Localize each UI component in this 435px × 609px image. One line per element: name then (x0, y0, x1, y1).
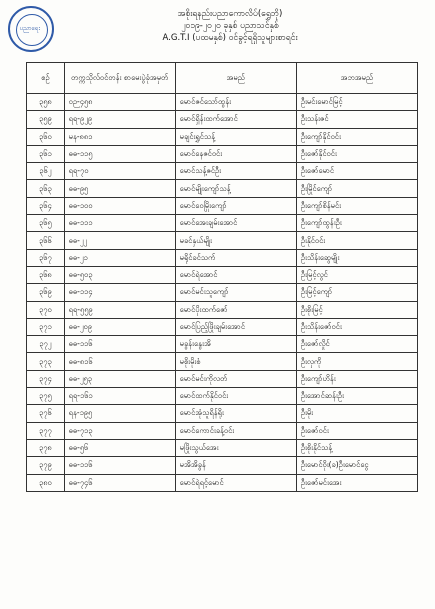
cell-name: မဖြိုးသွယ်အေး (175, 439, 296, 456)
table-row (27, 388, 418, 405)
cell-roll: ဓဓ-၁၁၆ (64, 336, 175, 353)
header-line-3: A.G.T.I (ပထမနှစ်) ဝင်ခွင့်ရရှိသူများစာရင်း (162, 33, 298, 43)
table-row (27, 128, 418, 145)
cell-name: မောင်ရဲရင့်မောင် (175, 474, 296, 491)
cell-roll: ဓဓ-၅၀၃ (64, 266, 175, 283)
cell-father: ဦးသိန်းဇော်ဝင်း (296, 318, 417, 335)
table-row (27, 232, 418, 249)
cell-no: ၃၆၄ (27, 197, 65, 214)
cell-no: ၃၆၆ (27, 232, 65, 249)
cell-no: ၃၆၉ (27, 284, 65, 301)
table-row (27, 336, 418, 353)
cell-no: ၃၇၇ (27, 422, 65, 439)
table-row (27, 215, 418, 232)
cell-father: ဦးအောင်ဆန်းဦး (296, 388, 417, 405)
header-line-2: ၂၀၁၉-၂၀၂၀ ခုနှစ် ပညာသင်နှစ် (181, 21, 279, 31)
cell-father: ဦးဇော်နိုင်ဝင်း (296, 145, 417, 162)
cell-no: ၃၆၅ (27, 215, 65, 232)
cell-name: မောင်မျိုးကျော်သန့် (175, 180, 296, 197)
cell-father: ဦးမြင့်လွင် (296, 266, 417, 283)
cell-father: ဦးဇော်လှိုင် (296, 336, 417, 353)
table-row (27, 180, 418, 197)
cell-roll: ဝဉ-၄၅၈ (64, 94, 175, 111)
cell-roll: ရရ-၁၆၁ (64, 388, 175, 405)
cell-roll: မန-၈၈၁ (64, 128, 175, 145)
table-row (27, 474, 418, 491)
cell-father: ဦးမင်းမောင်မြင့် (296, 94, 417, 111)
cell-father: ဦးကျော်ထွန်းဦး (296, 215, 417, 232)
cell-father: ဦးဇော်မောင် (296, 163, 417, 180)
cell-no: ၃၆၇ (27, 249, 65, 266)
cell-roll: ရရ-၇၀ (64, 163, 175, 180)
cell-roll: ဓဓ-၂၅၃ (64, 370, 175, 387)
cell-father: ဦးဇော်မင်းအေး (296, 474, 417, 491)
cell-father: ဦးလှကို (296, 353, 417, 370)
cell-name: မောင်ကောင်းခန့်ဝင်း (175, 422, 296, 439)
cell-father: ဦးသိန်းဆွေမျိုး (296, 249, 417, 266)
cell-father: ဦးမြိုင်ကျော် (296, 180, 417, 197)
cell-roll: ဓဓ-၁၁၁ (64, 215, 175, 232)
cell-father: ဦးနိုင်ဝင်း (296, 232, 417, 249)
cell-roll: ဓဓ-၅၆ (64, 439, 175, 456)
cell-name: မောင်ထက်နိုင်ဝင်း (175, 388, 296, 405)
cell-name: မခင်နှယ်မျိုး (175, 232, 296, 249)
cell-name: မောင်ဇင်သော်ထွန်း (175, 94, 296, 111)
table-header-row (27, 63, 418, 94)
col-header-father: အဘအမည် (296, 63, 417, 94)
cell-roll: ဓဓ-၁၁၄ (64, 284, 175, 301)
cell-name: မောင်သန့်ဇင်ဦး (175, 163, 296, 180)
cell-roll: ဓဓ-၂၀၉ (64, 318, 175, 335)
cell-no: ၃၅၈ (27, 94, 65, 111)
cell-roll: ဓဓ-၈၁၆ (64, 353, 175, 370)
cell-roll: ရရ-၉၂၉ (64, 111, 175, 128)
cell-no: ၃၆၀ (27, 128, 65, 145)
cell-name: မအိအိခွန် (175, 457, 296, 474)
cell-no: ၃၇၃ (27, 353, 65, 370)
cell-roll: ဓဓ-၇၄၆ (64, 474, 175, 491)
cell-no: ၃၇၁ (27, 318, 65, 335)
cell-father: ဦးသန်းဇင် (296, 111, 417, 128)
cell-roll: ဓဓ-၁၁၅ (64, 145, 175, 162)
cell-roll: ဓဓ-၂၁ (64, 249, 175, 266)
seal-text: ပညာရေး (20, 25, 40, 32)
cell-name: မောင်ဝေမြိုးကျော် (175, 197, 296, 214)
cell-no: ၃၇၅ (27, 388, 65, 405)
table-row (27, 318, 418, 335)
cell-no: ၃၇၂ (27, 336, 65, 353)
cell-no: ၃၆၂ (27, 163, 65, 180)
table-row (27, 284, 418, 301)
cell-no: ၃၆၃ (27, 180, 65, 197)
cell-no: ၃၇၉ (27, 457, 65, 474)
cell-father: ဦးစိုးမြင့် (296, 301, 417, 318)
cell-no: ၃၇၀ (27, 301, 65, 318)
cell-name: မောင်အုံသူရိန်ရိုး (175, 405, 296, 422)
cell-name: မရိုင်ခင်သက် (175, 249, 296, 266)
table-row (27, 301, 418, 318)
cell-father: ဦးမောင်ဝိုး(ခ)ဦးမောင်ငွေ (296, 457, 417, 474)
seal-icon (8, 6, 54, 52)
cell-name: မောင်ရှိန်းထက်အောင် (175, 111, 296, 128)
cell-name: မောင်ပြည့်ဖြိုးချမ်းအောင် (175, 318, 296, 335)
cell-father: ဦးကျော်နိုင်ဝင်း (296, 128, 417, 145)
table-row (27, 370, 418, 387)
cell-roll: ရရ-၅၅၉ (64, 301, 175, 318)
cell-no: ၃၆၁ (27, 145, 65, 162)
cell-no: ၃၆၈ (27, 266, 65, 283)
col-header-roll: တက္ကသိုလ်ဝင်တန်း စာမေးပွဲခုံအမှတ် (64, 63, 175, 94)
cell-roll: ဓဓ-၁၀၀ (64, 197, 175, 214)
table-row (27, 197, 418, 214)
student-table (26, 62, 418, 492)
table-row (27, 163, 418, 180)
table-row (27, 353, 418, 370)
col-header-no: စဉ် (27, 63, 65, 94)
cell-father: ဦးမိုး (296, 405, 417, 422)
cell-name: မစိုးမိုးစံ (175, 353, 296, 370)
table-row (27, 94, 418, 111)
cell-father: ဦးဇော်ဝင်း (296, 422, 417, 439)
cell-name: မောင်နေဇင်ဝင်း (175, 145, 296, 162)
cell-name: မချင်းရွှင်သန့် (175, 128, 296, 145)
document-header (60, 8, 400, 44)
cell-roll: ဓဓ-၇၁၃ (64, 422, 175, 439)
table-row (27, 405, 418, 422)
cell-father: ဦးကျော်စိန်မင်း (296, 197, 417, 214)
table-row (27, 266, 418, 283)
cell-no: ၃၇၆ (27, 405, 65, 422)
cell-name: မောင်မင်းသူကျော် (175, 284, 296, 301)
cell-name: မောင်အေးချမ်းအောင် (175, 215, 296, 232)
cell-no: ၃၅၉ (27, 111, 65, 128)
cell-roll: ရန-၁၉၅ (64, 405, 175, 422)
table-row (27, 111, 418, 128)
cell-roll: ဓဓ-၉၅ (64, 180, 175, 197)
cell-no: ၃၈၀ (27, 474, 65, 491)
table-row (27, 249, 418, 266)
cell-father: ဦးမြင့်ကျော် (296, 284, 417, 301)
table-row (27, 145, 418, 162)
cell-roll: ဓဓ-၂၂ (64, 232, 175, 249)
cell-name: မောင်ပိုးထက်ဇော် (175, 301, 296, 318)
table-row (27, 457, 418, 474)
table-body (27, 94, 418, 492)
header-line-1: အစိုးရနည်းပညာကောလိပ်(ရွှေဘို) (177, 9, 283, 19)
cell-name: မောင်မင်းကိုလတ် (175, 370, 296, 387)
table-row (27, 422, 418, 439)
cell-father: ဦးကျော်ဟိန်း (296, 370, 417, 387)
cell-name: မောင်ရဲအောင် (175, 266, 296, 283)
cell-no: ၃၇၈ (27, 439, 65, 456)
cell-no: ၃၇၄ (27, 370, 65, 387)
col-header-name: အမည် (175, 63, 296, 94)
cell-name: မခွန်းနွေးအိ (175, 336, 296, 353)
cell-father: ဦးစိုးနိုင်သန့် (296, 439, 417, 456)
cell-roll: ဓဓ-၁၁၆ (64, 457, 175, 474)
table-row (27, 439, 418, 456)
